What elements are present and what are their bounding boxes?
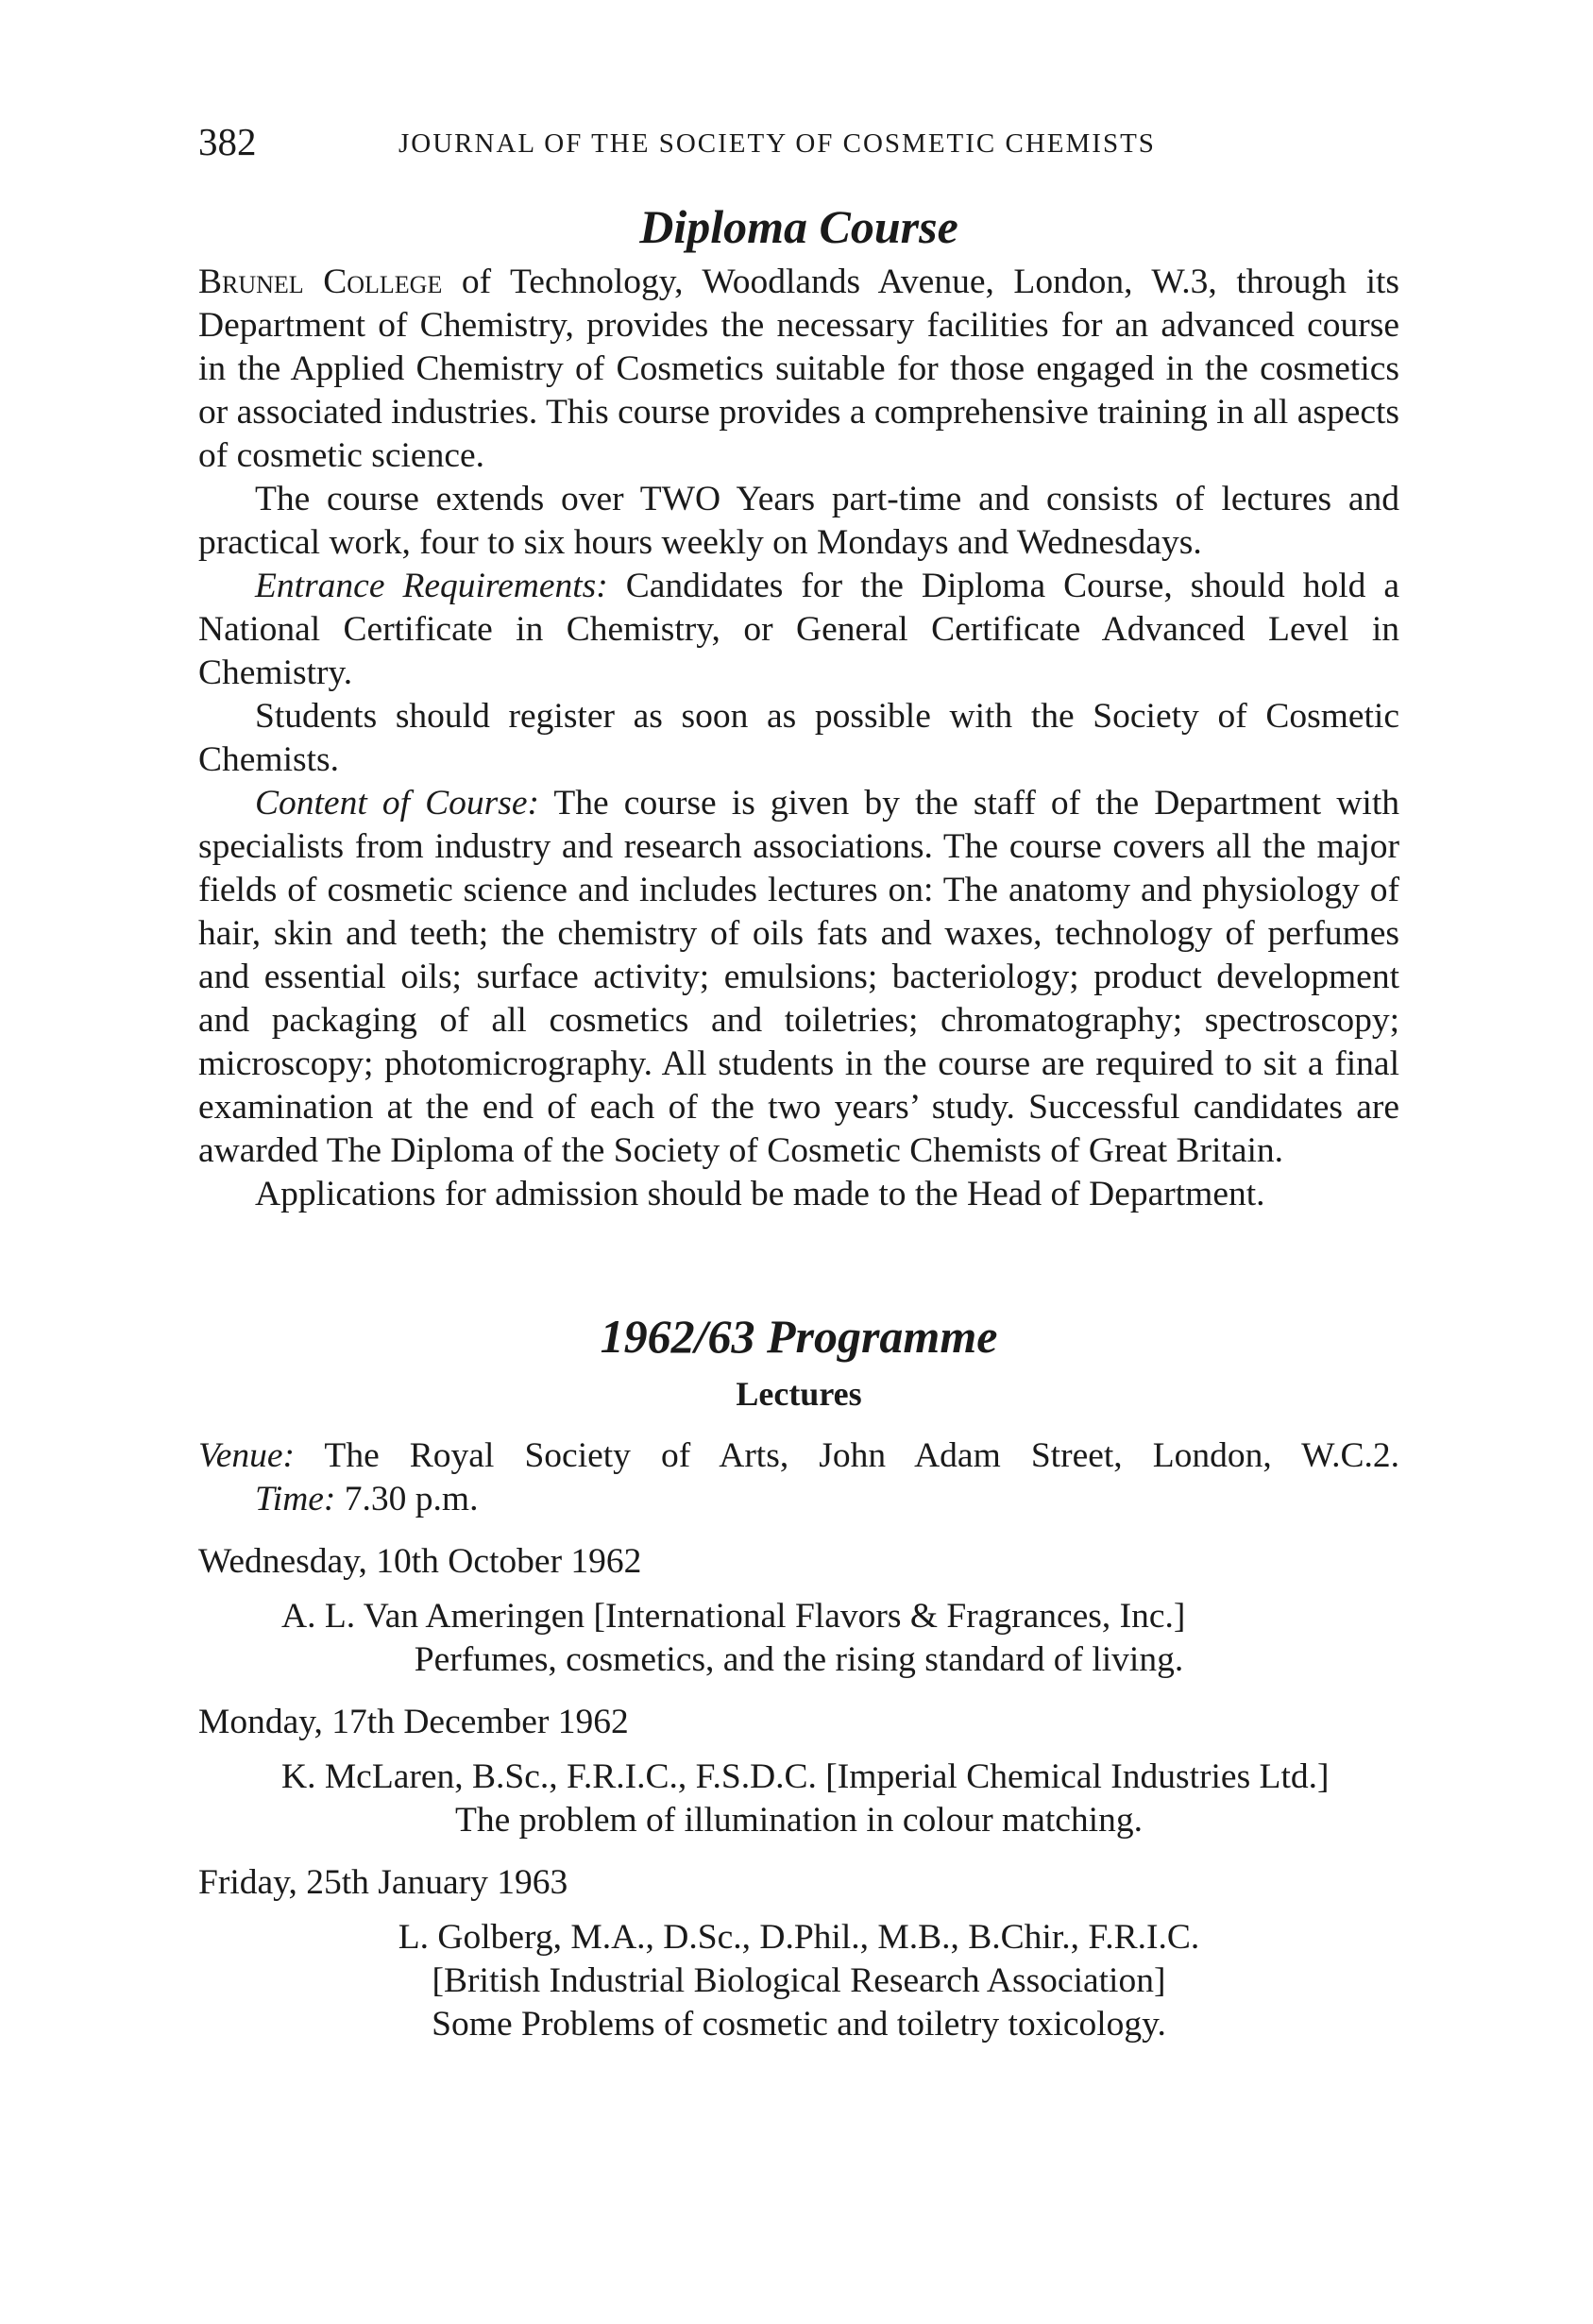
lecture-3	[198, 1916, 1399, 2046]
time-text: 7.30 p.m.	[335, 1480, 479, 1518]
diploma-paragraph-2: The course extends over TWO Years part-time and consists of lectures and practical work, four to six hours weekly on Mondays and Wednesdays.	[198, 480, 1399, 562]
lecture-3-date: Friday, 25th January 1963	[198, 1863, 568, 1902]
diploma-paragraph-1-text: of Technology, Woodlands Avenue, London, W.3, through its Department of Chemistry, provides the necessary facilities for an advanced course in the Applied Chemistry of Cosmetics suitable for those engaged in the cosmetics or associated industries. This course provides a comprehensive training in all aspects of cosmetic science.	[198, 263, 1399, 475]
lecture-1-title: Perfumes, cosmetics, and the rising standard of living.	[414, 1640, 1184, 1679]
diploma-paragraph-5	[198, 782, 1399, 1173]
page-header	[198, 119, 1398, 166]
lecture-2-date: Monday, 17th December 1962	[198, 1703, 629, 1741]
venue-label: Venue:	[198, 1436, 296, 1475]
diploma-paragraph-3-text: Candidates for the Diploma Course, should hold a National Certificate in Chemistry, or General Certificate Advanced Level in Chemistry.	[198, 567, 1400, 692]
lecture-1	[198, 1595, 1399, 1682]
venue-line	[198, 1434, 1399, 1478]
lecture-3-speaker: L. Golberg, M.A., D.Sc., D.Phil., M.B., B.Chir., F.R.I.C.	[398, 1918, 1200, 1957]
venue-text: The Royal Society of Arts, John Adam Street, London, W.C.2.	[295, 1436, 1399, 1475]
programme-title: 1962/63 Programme	[600, 1310, 998, 1363]
lecture-2-speaker: K. McLaren, B.Sc., F.R.I.C., F.S.D.C. [Imperial Chemical Industries Ltd.]	[281, 1757, 1330, 1796]
lecture-1-speaker: A. L. Van Ameringen [International Flavors & Fragrances, Inc.]	[281, 1597, 1186, 1636]
time-label: Time:	[255, 1480, 336, 1518]
journal-title: JOURNAL OF THE SOCIETY OF COSMETIC CHEMISTS	[398, 128, 1156, 159]
lecture-3-title: Some Problems of cosmetic and toiletry toxicology.	[432, 2005, 1166, 2044]
time-line	[198, 1478, 1399, 1521]
lectures-heading: Lectures	[736, 1375, 862, 1413]
lecture-2-title: The problem of illumination in colour matching.	[455, 1801, 1143, 1840]
diploma-title: Diploma Course	[639, 200, 958, 253]
content-of-course-label: Content of Course:	[255, 784, 539, 823]
diploma-paragraph-5-text: The course is given by the staff of the Department with specialists from industry and research associations. The course covers all the major fields of cosmetic science and includes lectures on: The anatomy and physiology of hair, skin and teeth; the chemistry of oils fats and waxes, technology of perfumes and essential oils; surface activity; emulsions; bacteriology; product development and packaging of all cosmetics and toiletries; chromatography; spectroscopy; microscopy; photomicrography. All students in the course are required to sit a final examination at the end of each of the two years’ study. Successful candidates are awarded The Diploma of the Society of Cosmetic Chemists of Great Britain.	[198, 784, 1399, 1170]
college-name: Brunel College	[198, 263, 443, 301]
page-number: 382	[198, 120, 257, 163]
lecture-3-affiliation: [British Industrial Biological Research Association]	[432, 1961, 1166, 2000]
programme-section	[198, 1308, 1399, 2046]
diploma-paragraph-4: Students should register as soon as possible with the Society of Cosmetic Chemists.	[198, 697, 1399, 779]
entrance-requirements-label: Entrance Requirements:	[255, 567, 608, 605]
diploma-paragraph-1	[198, 261, 1399, 478]
lecture-2	[198, 1756, 1399, 1842]
lecture-1-date: Wednesday, 10th October 1962	[198, 1542, 642, 1581]
diploma-paragraph-3	[198, 565, 1399, 695]
diploma-paragraph-6: Applications for admission should be made to the Head of Department.	[255, 1175, 1265, 1213]
diploma-section	[198, 198, 1399, 1216]
